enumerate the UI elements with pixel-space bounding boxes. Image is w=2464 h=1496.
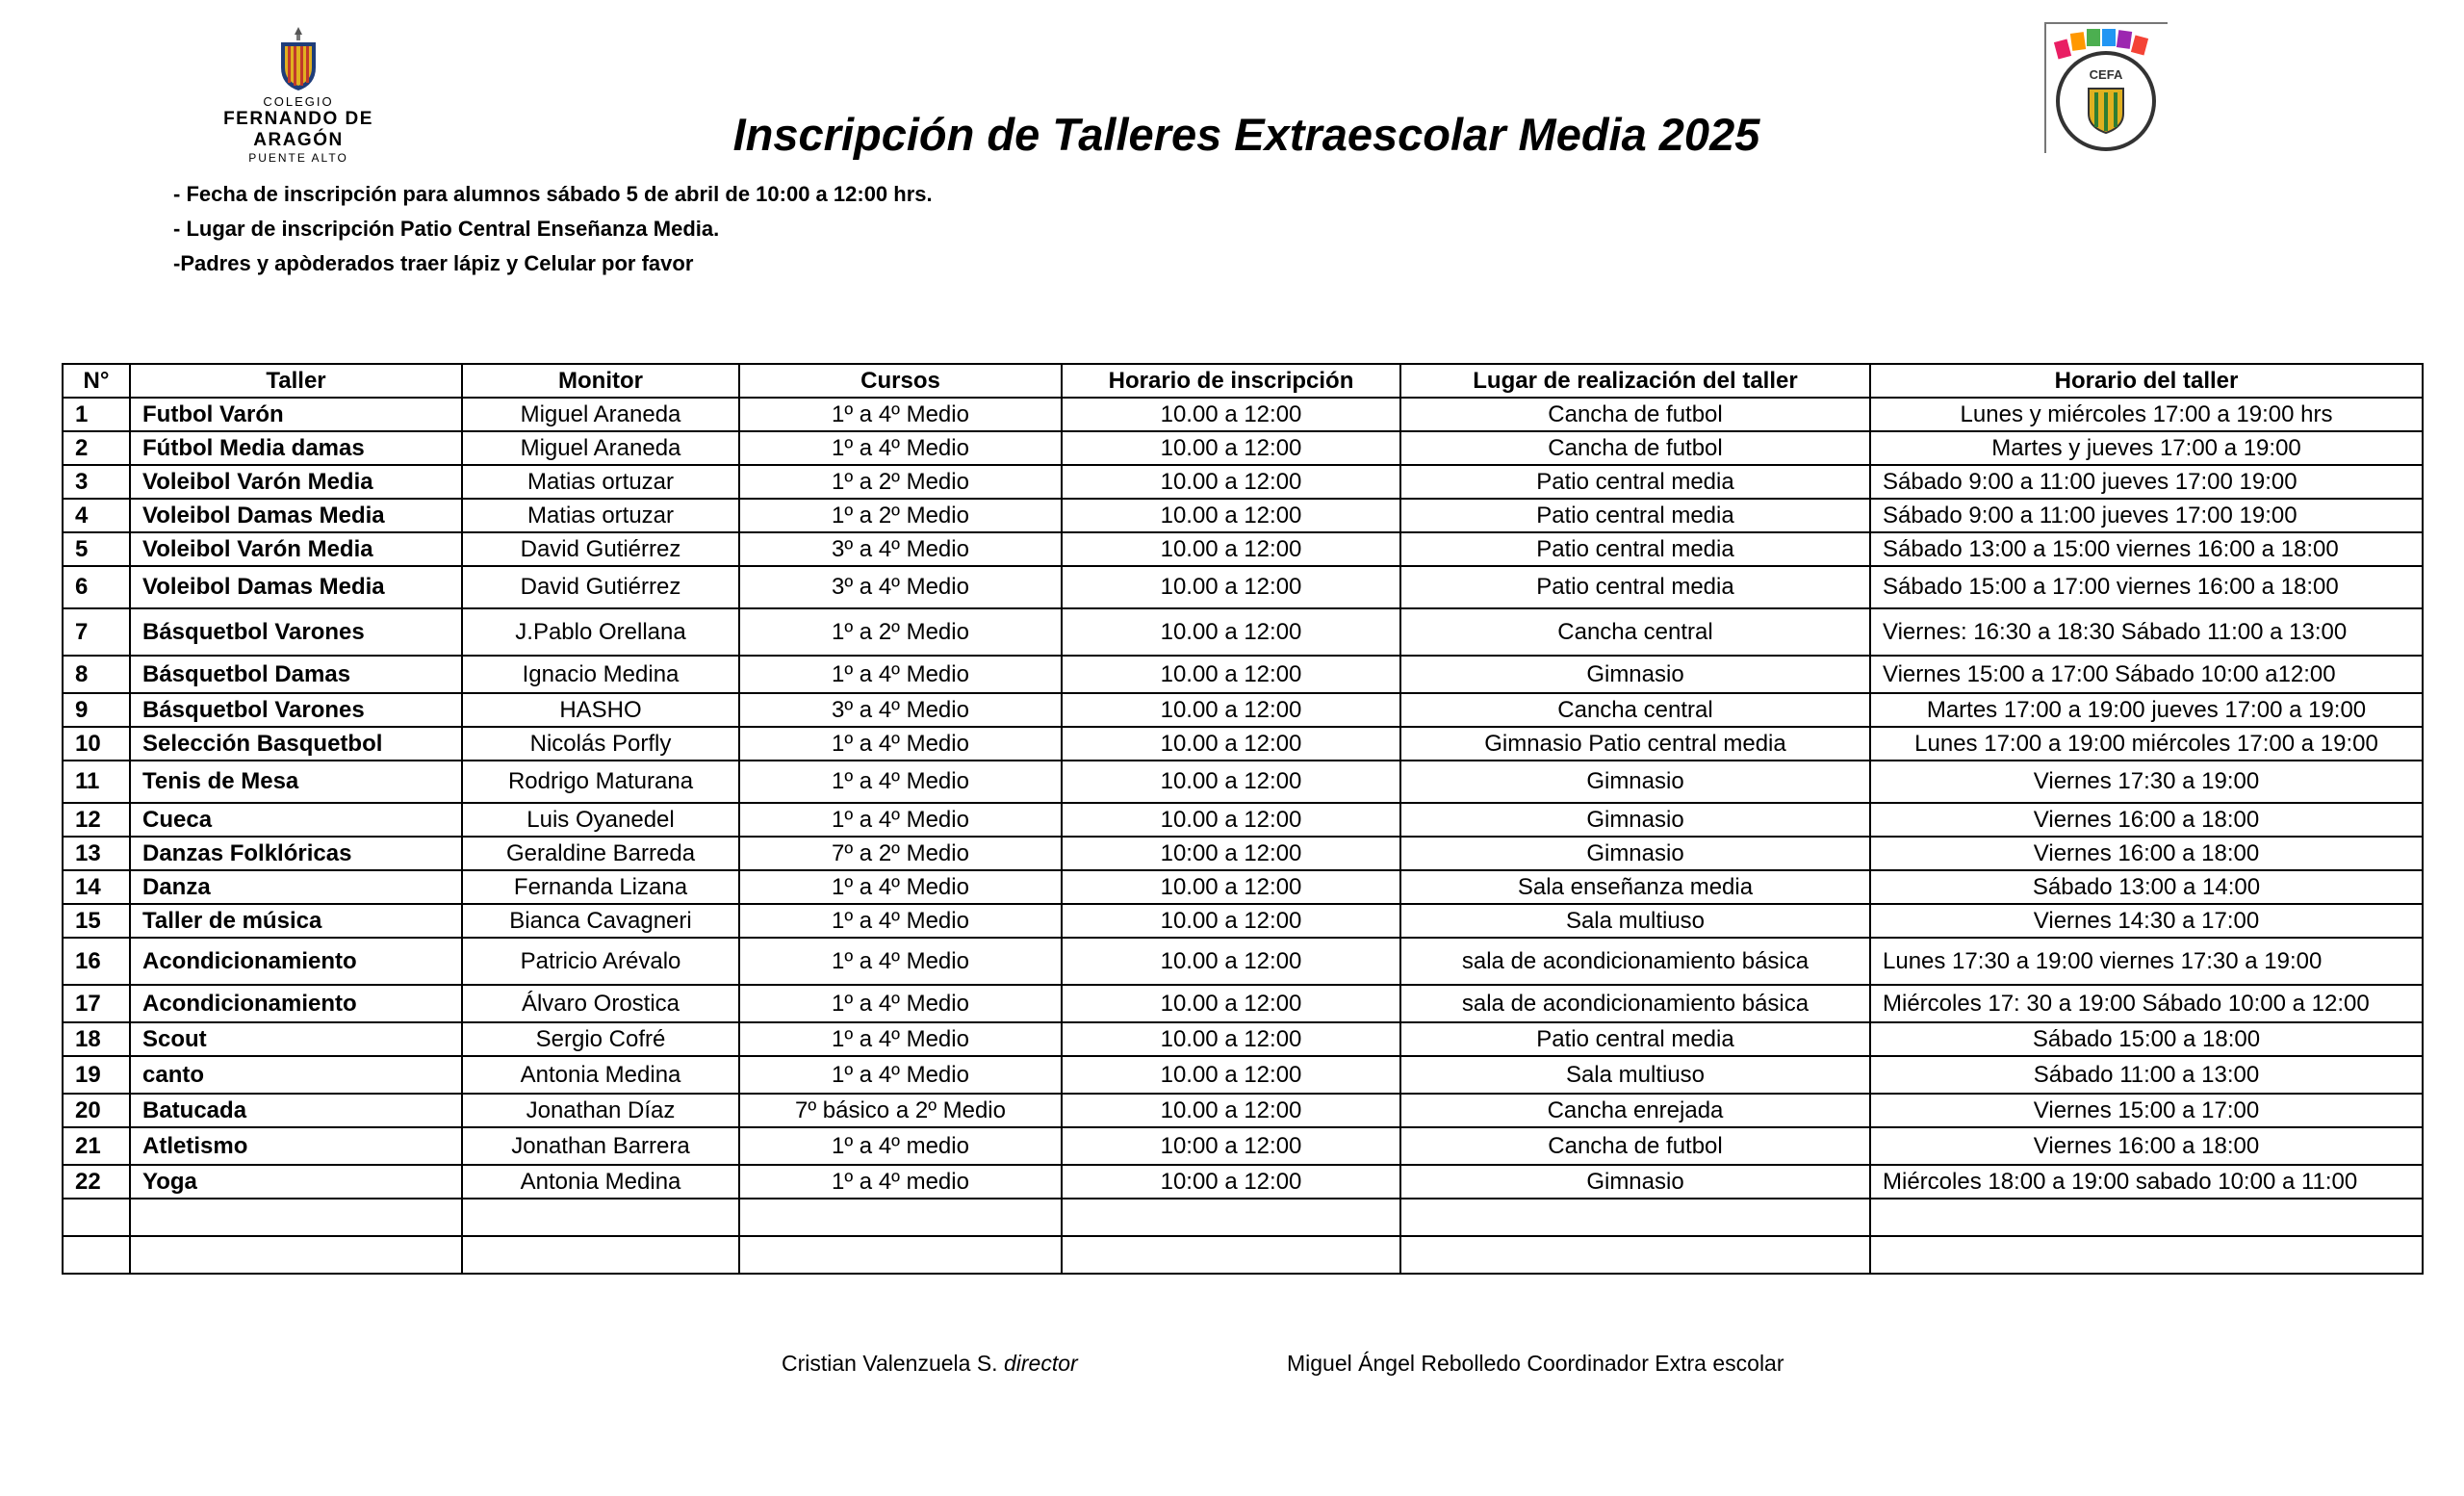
- cell-taller: Yoga: [130, 1165, 462, 1199]
- cell-horario-taller: Viernes 16:00 a 18:00: [1870, 837, 2423, 870]
- table-row: [63, 1127, 2423, 1165]
- director-role: director: [1003, 1351, 1078, 1376]
- cell-lugar: Patio central media: [1400, 499, 1870, 532]
- column-header-horario-taller: Horario del taller: [1870, 364, 2423, 398]
- cell-cursos: 1º a 4º Medio: [739, 870, 1062, 904]
- table-row: [63, 693, 2423, 727]
- empty-cell: [462, 1199, 739, 1236]
- table-row: [63, 837, 2423, 870]
- cell-number: 4: [63, 499, 130, 532]
- cell-horario-taller: Sábado 9:00 a 11:00 jueves 17:00 19:00: [1870, 465, 2423, 499]
- cell-horario-inscripcion: 10.00 a 12:00: [1062, 608, 1400, 656]
- cell-taller: Batucada: [130, 1094, 462, 1127]
- cell-horario-taller: Lunes y miércoles 17:00 a 19:00 hrs: [1870, 398, 2423, 431]
- table-row: [63, 904, 2423, 938]
- cell-horario-inscripcion: 10.00 a 12:00: [1062, 1022, 1400, 1056]
- workshops-table: [62, 363, 2424, 1275]
- cell-taller: Voleibol Varón Media: [130, 532, 462, 566]
- school-sub-label: COLEGIO: [263, 94, 334, 109]
- page-title: Inscripción de Talleres Extraescolar Media 2025: [732, 109, 1760, 160]
- school-crest-icon: [277, 25, 320, 92]
- note-item: -Padres y apòderados traer lápiz y Celular por favor: [173, 251, 694, 275]
- cell-horario-inscripcion: 10:00 a 12:00: [1062, 837, 1400, 870]
- cell-monitor: Antonia Medina: [462, 1165, 739, 1199]
- cell-cursos: 1º a 4º Medio: [739, 1022, 1062, 1056]
- cell-cursos: 1º a 4º Medio: [739, 985, 1062, 1022]
- cell-cursos: 1º a 4º Medio: [739, 431, 1062, 465]
- cell-cursos: 1º a 4º Medio: [739, 904, 1062, 938]
- cell-horario-inscripcion: 10:00 a 12:00: [1062, 1165, 1400, 1199]
- table-row: [63, 803, 2423, 837]
- cell-number: 5: [63, 532, 130, 566]
- cell-taller: Atletismo: [130, 1127, 462, 1165]
- cell-lugar: Gimnasio: [1400, 761, 1870, 803]
- cell-lugar: sala de acondicionamiento básica: [1400, 985, 1870, 1022]
- table-row-empty: [63, 1199, 2423, 1236]
- cell-monitor: Rodrigo Maturana: [462, 761, 739, 803]
- cell-number: 17: [63, 985, 130, 1022]
- cell-lugar: Gimnasio Patio central media: [1400, 727, 1870, 761]
- cell-monitor: Miguel Araneda: [462, 398, 739, 431]
- cell-number: 21: [63, 1127, 130, 1165]
- empty-cell: [63, 1236, 130, 1274]
- cell-cursos: 3º a 4º Medio: [739, 693, 1062, 727]
- cell-number: 19: [63, 1056, 130, 1094]
- cell-horario-taller: Sábado 9:00 a 11:00 jueves 17:00 19:00: [1870, 499, 2423, 532]
- empty-cell: [739, 1236, 1062, 1274]
- cell-monitor: Miguel Araneda: [462, 431, 739, 465]
- cell-monitor: J.Pablo Orellana: [462, 608, 739, 656]
- cefa-logo-text: CEFA: [2089, 67, 2123, 82]
- cell-number: 9: [63, 693, 130, 727]
- cell-horario-inscripcion: 10.00 a 12:00: [1062, 1094, 1400, 1127]
- table-row: [63, 761, 2423, 803]
- table-row: [63, 1056, 2423, 1094]
- column-header-number: N°: [63, 364, 130, 398]
- cell-taller: Acondicionamiento: [130, 985, 462, 1022]
- cell-monitor: Geraldine Barreda: [462, 837, 739, 870]
- empty-cell: [1870, 1199, 2423, 1236]
- table-row: [63, 398, 2423, 431]
- cell-horario-taller: Viernes 14:30 a 17:00: [1870, 904, 2423, 938]
- cell-monitor: David Gutiérrez: [462, 566, 739, 608]
- cell-horario-taller: Sábado 15:00 a 18:00: [1870, 1022, 2423, 1056]
- table-row: [63, 656, 2423, 693]
- cell-lugar: Patio central media: [1400, 465, 1870, 499]
- cell-number: 13: [63, 837, 130, 870]
- table-row: [63, 465, 2423, 499]
- cell-horario-taller: Viernes 16:00 a 18:00: [1870, 1127, 2423, 1165]
- cell-monitor: Luis Oyanedel: [462, 803, 739, 837]
- table-row: [63, 1022, 2423, 1056]
- empty-cell: [1400, 1199, 1870, 1236]
- cell-horario-taller: Sábado 11:00 a 13:00: [1870, 1056, 2423, 1094]
- cell-lugar: Cancha central: [1400, 608, 1870, 656]
- table-row: [63, 985, 2423, 1022]
- empty-cell: [1400, 1236, 1870, 1274]
- cell-horario-taller: Viernes 15:00 a 17:00: [1870, 1094, 2423, 1127]
- cell-taller: Selección Basquetbol: [130, 727, 462, 761]
- cell-horario-taller: Viernes: 16:30 a 18:30 Sábado 11:00 a 13:00: [1870, 608, 2423, 656]
- cell-monitor: David Gutiérrez: [462, 532, 739, 566]
- cell-lugar: Patio central media: [1400, 1022, 1870, 1056]
- cell-number: 7: [63, 608, 130, 656]
- cell-monitor: Matias ortuzar: [462, 499, 739, 532]
- cell-horario-taller: Sábado 13:00 a 14:00: [1870, 870, 2423, 904]
- cell-horario-inscripcion: 10.00 a 12:00: [1062, 465, 1400, 499]
- cell-lugar: Gimnasio: [1400, 656, 1870, 693]
- cell-monitor: Matias ortuzar: [462, 465, 739, 499]
- empty-cell: [130, 1236, 462, 1274]
- column-header-monitor: Monitor: [462, 364, 739, 398]
- cell-number: 6: [63, 566, 130, 608]
- table-row: [63, 566, 2423, 608]
- table-row: [63, 608, 2423, 656]
- table-row: [63, 870, 2423, 904]
- cell-number: 18: [63, 1022, 130, 1056]
- cell-horario-inscripcion: 10.00 a 12:00: [1062, 566, 1400, 608]
- empty-cell: [1062, 1199, 1400, 1236]
- table-header-row: [63, 364, 2423, 398]
- cell-cursos: 1º a 4º Medio: [739, 803, 1062, 837]
- cell-horario-inscripcion: 10.00 a 12:00: [1062, 803, 1400, 837]
- cell-monitor: Jonathan Díaz: [462, 1094, 739, 1127]
- cell-taller: Futbol Varón: [130, 398, 462, 431]
- cell-horario-inscripcion: 10.00 a 12:00: [1062, 938, 1400, 985]
- cell-horario-taller: Sábado 15:00 a 17:00 viernes 16:00 a 18:00: [1870, 566, 2423, 608]
- cell-horario-inscripcion: 10.00 a 12:00: [1062, 656, 1400, 693]
- cell-taller: Voleibol Damas Media: [130, 566, 462, 608]
- cell-number: 8: [63, 656, 130, 693]
- cell-monitor: Ignacio Medina: [462, 656, 739, 693]
- note-item: - Fecha de inscripción para alumnos sábado 5 de abril de 10:00 a 12:00 hrs.: [173, 182, 933, 206]
- cell-lugar: Cancha enrejada: [1400, 1094, 1870, 1127]
- table-row: [63, 499, 2423, 532]
- cell-taller: Acondicionamiento: [130, 938, 462, 985]
- school-name: FERNANDO DE ARAGÓN: [223, 109, 373, 150]
- cell-taller: Cueca: [130, 803, 462, 837]
- cell-lugar: Gimnasio: [1400, 837, 1870, 870]
- cell-cursos: 1º a 4º Medio: [739, 656, 1062, 693]
- note-item: - Lugar de inscripción Patio Central Enseñanza Media.: [173, 217, 720, 241]
- empty-cell: [1870, 1236, 2423, 1274]
- cell-number: 15: [63, 904, 130, 938]
- cell-number: 22: [63, 1165, 130, 1199]
- cell-monitor: Patricio Arévalo: [462, 938, 739, 985]
- cell-lugar: Patio central media: [1400, 532, 1870, 566]
- cell-taller: Fútbol Media damas: [130, 431, 462, 465]
- table-row: [63, 431, 2423, 465]
- cell-horario-taller: Viernes 16:00 a 18:00: [1870, 803, 2423, 837]
- cell-number: 1: [63, 398, 130, 431]
- cell-cursos: 3º a 4º Medio: [739, 566, 1062, 608]
- cell-number: 3: [63, 465, 130, 499]
- cell-monitor: Álvaro Orostica: [462, 985, 739, 1022]
- cell-monitor: Jonathan Barrera: [462, 1127, 739, 1165]
- table-row: [63, 1094, 2423, 1127]
- empty-cell: [130, 1199, 462, 1236]
- cell-cursos: 7º básico a 2º Medio: [739, 1094, 1062, 1127]
- column-header-cursos: Cursos: [739, 364, 1062, 398]
- cell-horario-taller: Miércoles 18:00 a 19:00 sabado 10:00 a 11:00: [1870, 1165, 2423, 1199]
- cell-cursos: 1º a 2º Medio: [739, 465, 1062, 499]
- cell-cursos: 7º a 2º Medio: [739, 837, 1062, 870]
- cell-horario-inscripcion: 10.00 a 12:00: [1062, 904, 1400, 938]
- column-header-horario-inscripcion: Horario de inscripción: [1062, 364, 1400, 398]
- director-name: Cristian Valenzuela S.: [782, 1351, 998, 1376]
- cell-taller: Voleibol Damas Media: [130, 499, 462, 532]
- cell-cursos: 1º a 4º Medio: [739, 1056, 1062, 1094]
- cell-horario-inscripcion: 10.00 a 12:00: [1062, 532, 1400, 566]
- cell-number: 20: [63, 1094, 130, 1127]
- table-row-empty: [63, 1236, 2423, 1274]
- table-row: [63, 938, 2423, 985]
- cell-taller: Básquetbol Damas: [130, 656, 462, 693]
- cell-number: 2: [63, 431, 130, 465]
- cell-horario-inscripcion: 10.00 a 12:00: [1062, 727, 1400, 761]
- empty-cell: [1062, 1236, 1400, 1274]
- cell-lugar: Gimnasio: [1400, 803, 1870, 837]
- cell-taller: Básquetbol Varones: [130, 693, 462, 727]
- cell-cursos: 3º a 4º Medio: [739, 532, 1062, 566]
- empty-cell: [739, 1199, 1062, 1236]
- cell-monitor: Sergio Cofré: [462, 1022, 739, 1056]
- cell-number: 14: [63, 870, 130, 904]
- cell-taller: Scout: [130, 1022, 462, 1056]
- cell-lugar: Gimnasio: [1400, 1165, 1870, 1199]
- column-header-taller: Taller: [130, 364, 462, 398]
- logo-frame-top: [2044, 22, 2168, 24]
- cell-lugar: Patio central media: [1400, 566, 1870, 608]
- cell-cursos: 1º a 2º Medio: [739, 499, 1062, 532]
- cell-horario-taller: Lunes 17:00 a 19:00 miércoles 17:00 a 19:00: [1870, 727, 2423, 761]
- cell-lugar: Cancha de futbol: [1400, 1127, 1870, 1165]
- cell-taller: Danzas Folklóricas: [130, 837, 462, 870]
- cell-taller: canto: [130, 1056, 462, 1094]
- cell-lugar: Cancha central: [1400, 693, 1870, 727]
- empty-cell: [462, 1236, 739, 1274]
- coordinator-signature: Miguel Ángel Rebolledo Coordinador Extra escolar: [1287, 1351, 1784, 1376]
- cell-taller: Tenis de Mesa: [130, 761, 462, 803]
- cell-cursos: 1º a 4º Medio: [739, 761, 1062, 803]
- cell-cursos: 1º a 4º Medio: [739, 938, 1062, 985]
- empty-cell: [63, 1199, 130, 1236]
- notes-list: [173, 177, 933, 281]
- cell-horario-taller: Miércoles 17: 30 a 19:00 Sábado 10:00 a 12:00: [1870, 985, 2423, 1022]
- cell-horario-taller: Viernes 15:00 a 17:00 Sábado 10:00 a12:00: [1870, 656, 2423, 693]
- cell-lugar: Sala multiuso: [1400, 904, 1870, 938]
- cell-horario-inscripcion: 10.00 a 12:00: [1062, 431, 1400, 465]
- cell-horario-taller: Sábado 13:00 a 15:00 viernes 16:00 a 18:00: [1870, 532, 2423, 566]
- table-row: [63, 727, 2423, 761]
- cell-lugar: Sala multiuso: [1400, 1056, 1870, 1094]
- director-signature: [782, 1351, 1078, 1377]
- cell-monitor: Antonia Medina: [462, 1056, 739, 1094]
- cell-horario-inscripcion: 10.00 a 12:00: [1062, 870, 1400, 904]
- cell-taller: Danza: [130, 870, 462, 904]
- cell-horario-inscripcion: 10.00 a 12:00: [1062, 761, 1400, 803]
- cell-taller: Básquetbol Varones: [130, 608, 462, 656]
- cell-horario-inscripcion: 10.00 a 12:00: [1062, 1056, 1400, 1094]
- table-row: [63, 532, 2423, 566]
- cell-cursos: 1º a 4º medio: [739, 1127, 1062, 1165]
- cell-number: 10: [63, 727, 130, 761]
- cell-taller: Taller de música: [130, 904, 462, 938]
- cell-monitor: Fernanda Lizana: [462, 870, 739, 904]
- cell-horario-taller: Martes y jueves 17:00 a 19:00: [1870, 431, 2423, 465]
- cell-cursos: 1º a 4º Medio: [739, 727, 1062, 761]
- cell-number: 16: [63, 938, 130, 985]
- cell-horario-taller: Martes 17:00 a 19:00 jueves 17:00 a 19:00: [1870, 693, 2423, 727]
- cell-monitor: Nicolás Porfly: [462, 727, 739, 761]
- column-header-lugar: Lugar de realización del taller: [1400, 364, 1870, 398]
- cell-horario-taller: Lunes 17:30 a 19:00 viernes 17:30 a 19:00: [1870, 938, 2423, 985]
- cell-lugar: sala de acondicionamiento básica: [1400, 938, 1870, 985]
- cell-horario-inscripcion: 10.00 a 12:00: [1062, 693, 1400, 727]
- cell-lugar: Cancha de futbol: [1400, 431, 1870, 465]
- cell-monitor: HASHO: [462, 693, 739, 727]
- cell-horario-inscripcion: 10.00 a 12:00: [1062, 398, 1400, 431]
- cell-horario-inscripcion: 10.00 a 12:00: [1062, 985, 1400, 1022]
- table-row: [63, 1165, 2423, 1199]
- cell-lugar: Sala enseñanza media: [1400, 870, 1870, 904]
- cell-lugar: Cancha de futbol: [1400, 398, 1870, 431]
- cell-horario-inscripcion: 10:00 a 12:00: [1062, 1127, 1400, 1165]
- cell-cursos: 1º a 2º Medio: [739, 608, 1062, 656]
- cell-horario-taller: Viernes 17:30 a 19:00: [1870, 761, 2423, 803]
- cell-cursos: 1º a 4º Medio: [739, 398, 1062, 431]
- school-place: PUENTE ALTO: [248, 151, 348, 165]
- cell-number: 11: [63, 761, 130, 803]
- cell-monitor: Bianca Cavagneri: [462, 904, 739, 938]
- cell-horario-inscripcion: 10.00 a 12:00: [1062, 499, 1400, 532]
- cell-number: 12: [63, 803, 130, 837]
- cell-cursos: 1º a 4º medio: [739, 1165, 1062, 1199]
- cell-taller: Voleibol Varón Media: [130, 465, 462, 499]
